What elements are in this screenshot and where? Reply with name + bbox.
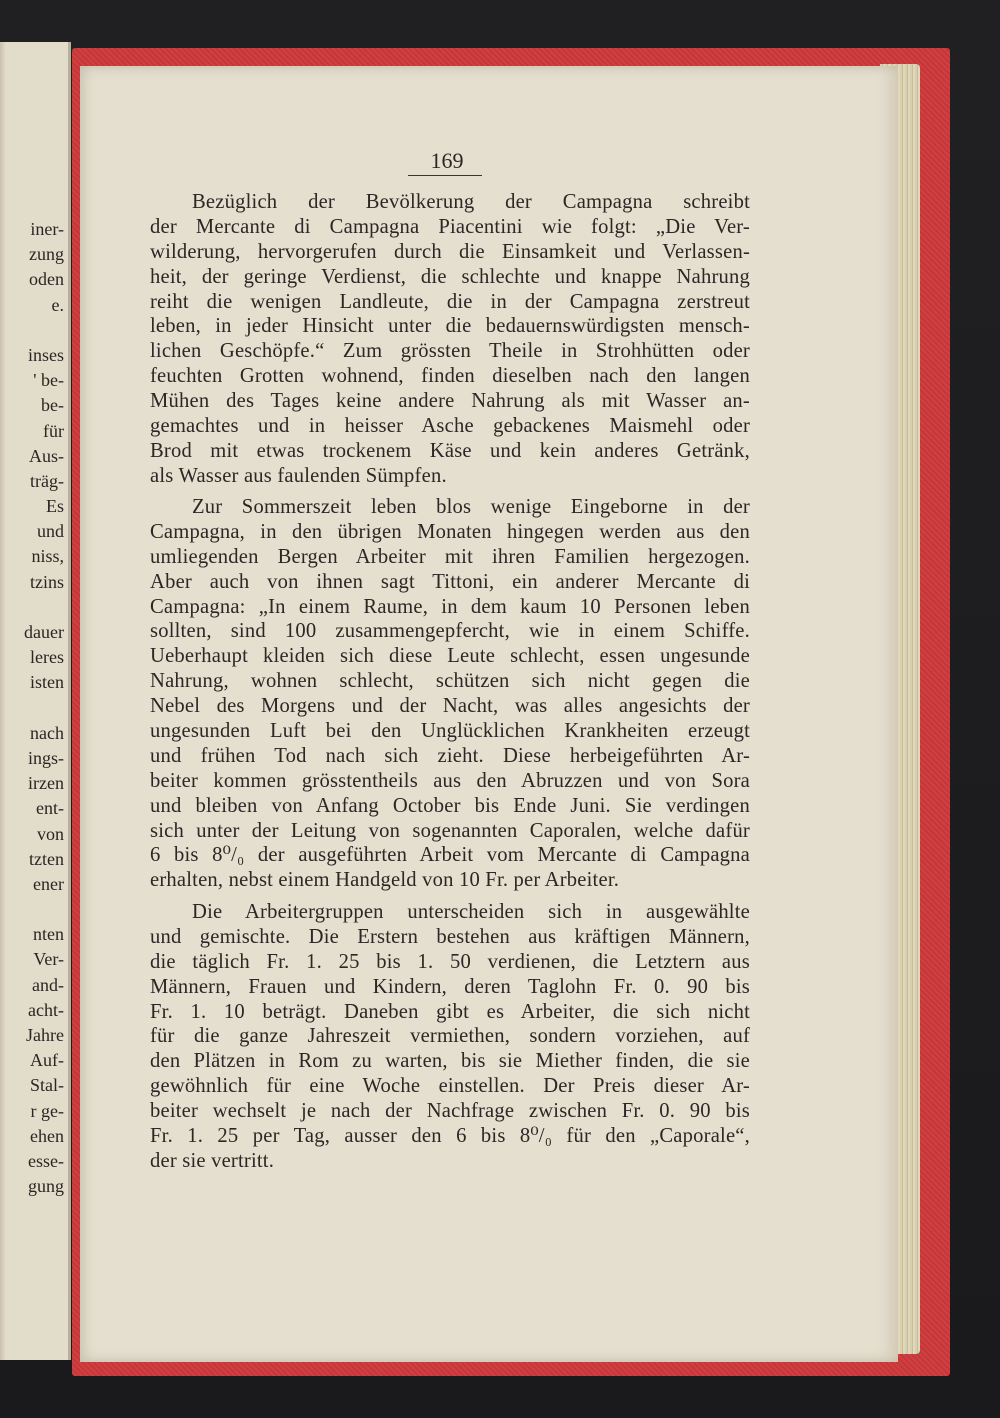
left-page-text-fragments [0,217,64,1199]
text-line: die täglich Fr. 1. 25 bis 1. 50 verdienen, die Letztern aus [150,950,750,973]
left-fragment: ' be- [33,370,64,391]
left-fragment: von [37,823,64,844]
text-line: Brod mit etwas trockenem Käse und kein anderes Getränk, [150,439,750,462]
text-line: 6 bis 8⁰/₀ der ausgeführten Arbeit vom Mercante di Campagna [150,844,750,867]
left-fragment: für [43,420,64,441]
left-fragment: träg- [30,470,64,491]
left-fragment: nten [33,924,64,945]
text-line: Campagna: „In einem Raume, in dem kaum 10 Personen leben [150,595,750,618]
text-line: als Wasser aus faulenden Sümpfen. [150,464,447,487]
text-line: beiter wechselt je nach der Nachfrage zwischen Fr. 0. 90 bis [150,1100,750,1123]
text-line: Ueberhaupt kleiden sich diese Leute schlecht, essen ungesunde [150,645,750,668]
paragraph-2 [150,495,750,893]
left-fragment: niss, [31,546,64,567]
left-fragment: ener [33,873,64,894]
text-line: Männern, Frauen und Kindern, deren Taglohn Fr. 0. 90 bis [150,975,750,998]
text-line: und gemischte. Die Erstern bestehen aus kräftigen Männern, [150,925,750,948]
text-line: sich unter der Leitung von sogenannten Caporalen, welche dafür [150,819,750,842]
left-fragment: Aus- [29,445,64,466]
left-fragment: r ge- [30,1100,64,1121]
text-line: Bezüglich der Bevölkerung der Campagna schreibt [192,191,750,213]
text-line: Aber auch von ihnen sagt Tittoni, ein anderer Mercante di [150,570,750,593]
left-fragment: dauer [24,622,64,642]
left-fragment: be- [41,395,64,416]
left-fragment: tzins [30,571,64,592]
text-line: Nahrung, wohnen schlecht, schützen sich nicht gegen die [150,670,750,693]
text-line: für die ganze Jahreszeit vermiethen, sondern vorziehen, auf [150,1025,750,1048]
text-line: Fr. 1. 10 beträgt. Daneben gibt es Arbeiter, die sich nicht [150,1000,750,1023]
text-line: ungesunden Luft bei den Unglücklichen Krankheiten erzeugt [150,720,750,743]
left-fragment: zung [29,244,64,265]
left-fragment: gung [28,1176,64,1197]
left-fragment: Auf- [30,1050,64,1071]
left-fragment: leres [30,647,64,668]
text-line: umliegenden Bergen Arbeiter mit ihren Familien hergezogen. [150,545,750,568]
left-fragment: ehen [30,1125,64,1146]
text-line: heit, der geringe Verdienst, die schlechte und knappe Nahrung [150,265,750,288]
text-line: Die Arbeitergruppen unterscheiden sich in ausgewählte [192,901,750,923]
left-fragment: nach [30,722,64,743]
paragraph-1 [150,190,750,489]
text-line: wilderung, hervorgerufen durch die Einsamkeit und Verlassen- [150,240,750,263]
text-line: Mühen des Tages keine andere Nahrung als mit Wasser an- [150,390,750,413]
left-fragment: Jahre [26,1025,64,1045]
text-line: beiter kommen grösstentheils aus den Abruzzen und von Sora [150,769,750,792]
left-fragment [0,696,64,721]
left-fragment: and- [32,974,64,995]
text-line: den Plätzen in Rom zu warten, bis sie Miether finden, die sie [150,1050,750,1073]
text-line: gemachtes und in heisser Asche gebackenes Maismehl oder [150,415,750,438]
left-fragment: e. [51,294,64,315]
paragraph-3 [150,900,750,1174]
left-fragment: ent- [36,798,64,819]
left-fragment: Es [46,496,64,517]
text-line: gewöhnlich für eine Woche einstellen. Der Preis dieser Ar- [150,1075,750,1098]
left-fragment [0,897,64,922]
left-fragment: und [37,521,64,542]
left-fragment: oden [29,269,64,290]
text-line: feuchten Grotten wohnend, finden dieselben nach den langen [150,365,750,388]
left-fragment: tzten [29,848,64,869]
left-fragment [0,595,64,620]
text-line: der sie vertritt. [150,1149,275,1172]
left-fragment: inses [28,344,64,365]
left-fragment [0,318,64,343]
header-rule [408,175,482,176]
left-fragment: Ver- [33,949,64,970]
text-line: reiht die wenigen Landleute, die in der Campagna zerstreut [150,290,750,313]
left-fragment: isten [30,672,64,693]
text-line: und bleiben von Anfang October bis Ende Juni. Sie verdingen [150,794,750,817]
left-page [0,42,71,1360]
left-fragment: ings- [28,747,64,768]
text-line: und frühen Tod nach sich zieht. Diese herbeigeführten Ar- [150,744,750,767]
left-fragment: acht- [28,999,64,1020]
text-line: Nebel des Morgens und der Nacht, was alles angesichts der [150,695,750,718]
text-line: leben, in jeder Hinsicht unter die bedauernswürdigsten mensch- [150,315,750,338]
text-line: Fr. 1. 25 per Tag, ausser den 6 bis 8⁰/₀ für den „Caporale“, [150,1125,750,1148]
left-fragment: esse- [28,1150,64,1171]
text-line: Zur Sommerszeit leben blos wenige Eingeborne in der [192,496,750,518]
text-line: der Mercante di Campagna Piacentini wie folgt: „Die Ver- [150,215,750,238]
left-fragment: irzen [28,773,64,794]
page-number: 169 [430,148,464,173]
left-fragment: Stal- [30,1075,64,1096]
left-fragment: iner- [30,219,64,239]
text-line: Campagna, in den übrigen Monaten hingegen werden aus den [150,520,750,543]
text-line: lichen Geschöpfe.“ Zum grössten Theile in Strohhütten oder [150,340,750,363]
text-line: sollten, sind 100 zusammengepfercht, wie in einem Schiffe. [150,620,750,643]
text-line: erhalten, nebst einem Handgeld von 10 Fr. per Arbeiter. [150,869,620,892]
